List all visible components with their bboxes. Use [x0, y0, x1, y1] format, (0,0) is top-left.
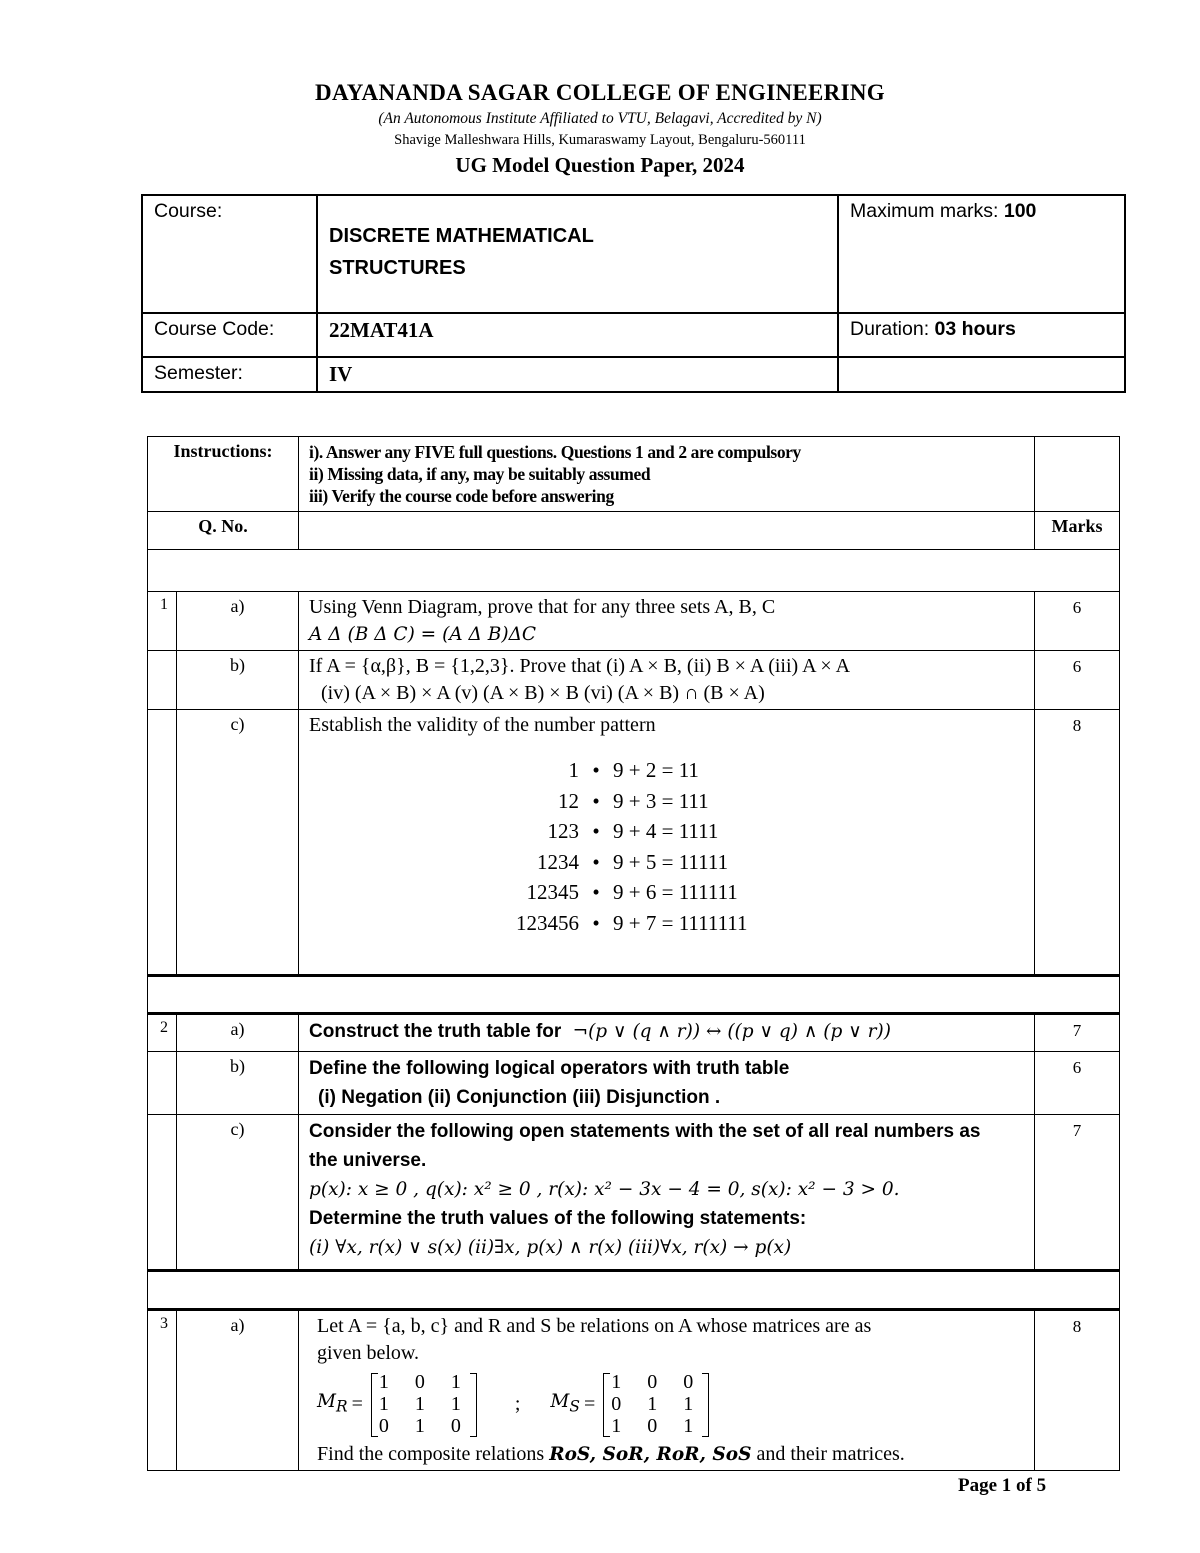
matrix-cell: 1	[611, 1415, 622, 1437]
pattern-dot: •	[592, 788, 600, 813]
page-number: Page 1 of 5	[958, 1475, 1047, 1496]
empty-cell	[299, 512, 1035, 550]
number-pattern	[309, 755, 769, 938]
semester-value: IV	[317, 357, 838, 392]
part-label: a)	[177, 592, 299, 651]
matrix-s	[603, 1371, 709, 1437]
matrix-cell: 0	[647, 1371, 658, 1393]
q2c-text	[299, 1115, 1035, 1271]
pattern-left: 12345	[526, 880, 580, 904]
duration-label: Duration:	[850, 318, 930, 340]
instructions-label: Instructions:	[148, 437, 299, 512]
q2b-text	[299, 1052, 1035, 1115]
q2a-math: ¬(p ∨ (q ∧ r)) ↔ ((p ∨ q) ∧ (p ∨ r))	[572, 1021, 891, 1042]
pattern-row	[309, 877, 769, 908]
empty-cell	[148, 710, 177, 976]
instruction-line: iii) Verify the course code before answering	[309, 486, 614, 506]
pattern-left: 123456	[516, 910, 580, 935]
pattern-right: 9 + 2 = 11	[613, 758, 699, 782]
marks-value: 8	[1035, 1310, 1120, 1471]
course-label: Course:	[142, 195, 317, 313]
part-label: a)	[177, 1310, 299, 1471]
matrix-cell: 1	[378, 1371, 389, 1393]
matrix-cell: 0	[414, 1371, 425, 1393]
q2c-line4: Determine the truth values of the following statements:	[309, 1208, 807, 1229]
part-label: a)	[177, 1014, 299, 1052]
ms-label	[550, 1388, 580, 1421]
course-code-value: 22MAT41A	[317, 313, 838, 357]
instruction-line: i). Answer any FIVE full questions. Questions 1 and 2 are compulsory	[309, 442, 801, 462]
college-subtitle: (An Autonomous Institute Affiliated to VTU, Belagavi, Accredited by N)	[378, 110, 822, 127]
q3a-line3-math: RoS, SoR, RoR, SoS	[549, 1444, 752, 1465]
empty-cell	[1035, 437, 1120, 512]
pattern-row	[309, 786, 769, 817]
mr-subscript: R	[335, 1397, 348, 1416]
pattern-row	[309, 755, 769, 786]
matrix-cell: 0	[611, 1393, 622, 1415]
mr-symbol: M	[317, 1390, 336, 1412]
q3a-line3-post: and their matrices.	[756, 1443, 905, 1465]
question-number: 2	[148, 1014, 177, 1052]
instruction-line: ii) Missing data, if any, may be suitably assumed	[309, 464, 651, 484]
marks-value: 8	[1035, 710, 1120, 976]
pattern-right: 9 + 5 = 11111	[613, 849, 729, 874]
q2c-parts: (i) ∀x, r(x) ∨ s(x) (ii)∃x, p(x) ∧ r(x) (iii)∀x, r(x) → p(x)	[309, 1237, 792, 1258]
matrix-cell: 0	[378, 1415, 389, 1437]
duration-value: 03 hours	[934, 318, 1016, 340]
matrix-cell: 1	[378, 1393, 389, 1415]
q1a-math: A Δ (B Δ C) = (A Δ B)ΔC	[309, 624, 537, 645]
matrix-line	[317, 1367, 1024, 1441]
pattern-right: 9 + 6 = 111111	[613, 880, 738, 904]
matrix-cell: 1	[611, 1371, 622, 1393]
empty-cell	[148, 1115, 177, 1271]
pattern-right: 9 + 4 = 1111	[613, 819, 719, 843]
matrix-cell: 1	[414, 1415, 425, 1437]
q3a-text	[299, 1310, 1035, 1471]
matrix-cell: 1	[414, 1393, 425, 1415]
q2c-line1: Consider the following open statements with the set of all real numbers as	[309, 1121, 981, 1142]
pattern-dot: •	[592, 819, 600, 843]
q1c-text	[299, 710, 1035, 976]
pattern-right: 9 + 3 = 111	[613, 788, 709, 813]
max-marks-value: 100	[1003, 200, 1037, 222]
ms-subscript: S	[569, 1397, 580, 1416]
qno-header: Q. No.	[148, 512, 299, 550]
q2a-text	[299, 1014, 1035, 1052]
max-marks-label: Maximum marks:	[850, 200, 999, 222]
matrix-cell: 1	[647, 1393, 658, 1415]
q1b-line1: If A = {α,β}, B = {1,2,3}. Prove that (i) A × B, (ii) B × A (iii) A × A	[309, 655, 851, 677]
matrix-cell: 1	[683, 1393, 694, 1415]
ms-symbol: M	[550, 1390, 570, 1412]
course-name	[317, 195, 838, 313]
spacer-row	[148, 1271, 1120, 1310]
empty-cell	[148, 1052, 177, 1115]
instructions-body	[299, 437, 1035, 512]
equals-sign: =	[351, 1392, 363, 1415]
equals-sign: =	[583, 1392, 596, 1415]
pattern-dot: •	[592, 880, 600, 904]
question-table	[147, 436, 1120, 1471]
q2c-line2: the universe.	[309, 1150, 427, 1171]
q3a-line3-pre: Find the composite relations	[317, 1443, 545, 1465]
pattern-left: 123	[547, 819, 580, 843]
separator: ;	[514, 1392, 521, 1415]
q3a-line3	[317, 1441, 1024, 1468]
course-name-line2: STRUCTURES	[329, 257, 466, 279]
empty-cell	[838, 357, 1125, 392]
pattern-right: 9 + 7 = 1111111	[613, 910, 748, 935]
marks-value: 6	[1035, 1052, 1120, 1115]
pattern-dot: •	[592, 910, 600, 935]
marks-value: 7	[1035, 1115, 1120, 1271]
question-number: 1	[148, 592, 177, 651]
course-name-line1: DISCRETE MATHEMATICAL	[329, 225, 594, 247]
part-label: b)	[177, 1052, 299, 1115]
college-address: Shavige Malleshwara Hills, Kumaraswamy Layout, Bengaluru-560111	[394, 132, 806, 148]
q1a-text	[299, 592, 1035, 651]
pattern-left: 12	[558, 788, 580, 813]
matrix-cell: 0	[450, 1415, 461, 1437]
matrix-r	[371, 1371, 477, 1437]
q1b-text	[299, 651, 1035, 710]
course-code-label: Course Code:	[142, 313, 317, 357]
pattern-row	[309, 908, 769, 939]
question-number: 3	[148, 1310, 177, 1471]
college-name: DAYANANDA SAGAR COLLEGE OF ENGINEERING	[315, 80, 885, 105]
q2b-line1: Define the following logical operators with truth table	[309, 1058, 790, 1079]
pattern-row	[309, 816, 769, 847]
empty-cell	[148, 651, 177, 710]
max-marks	[838, 195, 1125, 313]
q1c-line: Establish the validity of the number pattern	[309, 714, 656, 736]
part-label: c)	[177, 1115, 299, 1271]
pattern-dot: •	[592, 849, 600, 874]
q1b-line2: (iv) (A × B) × A (v) (A × B) × B (vi) (A × B) ∩ (B × A)	[321, 682, 765, 704]
part-label: c)	[177, 710, 299, 976]
pattern-row	[309, 847, 769, 878]
spacer-row	[148, 976, 1120, 1014]
pattern-left: 1	[568, 758, 580, 782]
marks-value: 7	[1035, 1014, 1120, 1052]
semester-label: Semester:	[142, 357, 317, 392]
duration	[838, 313, 1125, 357]
pattern-left: 1234	[537, 849, 580, 874]
mr-label	[317, 1388, 348, 1421]
q1a-line: Using Venn Diagram, prove that for any three sets A, B, C	[309, 596, 776, 618]
matrix-cell: 0	[683, 1371, 694, 1393]
matrix-cell: 1	[683, 1415, 694, 1437]
marks-value: 6	[1035, 651, 1120, 710]
part-label: b)	[177, 651, 299, 710]
pattern-dot: •	[592, 758, 600, 782]
matrix-cell: 1	[450, 1393, 461, 1415]
marks-value: 6	[1035, 592, 1120, 651]
q3a-line2: given below.	[317, 1342, 420, 1364]
matrix-cell: 1	[450, 1371, 461, 1393]
matrix-cell: 0	[647, 1415, 658, 1437]
q2c-statements: p(x): x ≥ 0 , q(x): x² ≥ 0 , r(x): x² − 3x − 4 = 0, s(x): x² − 3 > 0.	[309, 1179, 900, 1200]
q3a-line1: Let A = {a, b, c} and R and S be relations on A whose matrices are as	[317, 1315, 872, 1337]
q2b-line2: (i) Negation (ii) Conjunction (iii) Disjunction .	[318, 1087, 721, 1108]
paper-title: UG Model Question Paper, 2024	[455, 153, 745, 177]
q2a-line: Construct the truth table for	[309, 1021, 562, 1042]
course-info-table	[141, 194, 1126, 393]
marks-header: Marks	[1035, 512, 1120, 550]
spacer-row	[148, 550, 1120, 592]
